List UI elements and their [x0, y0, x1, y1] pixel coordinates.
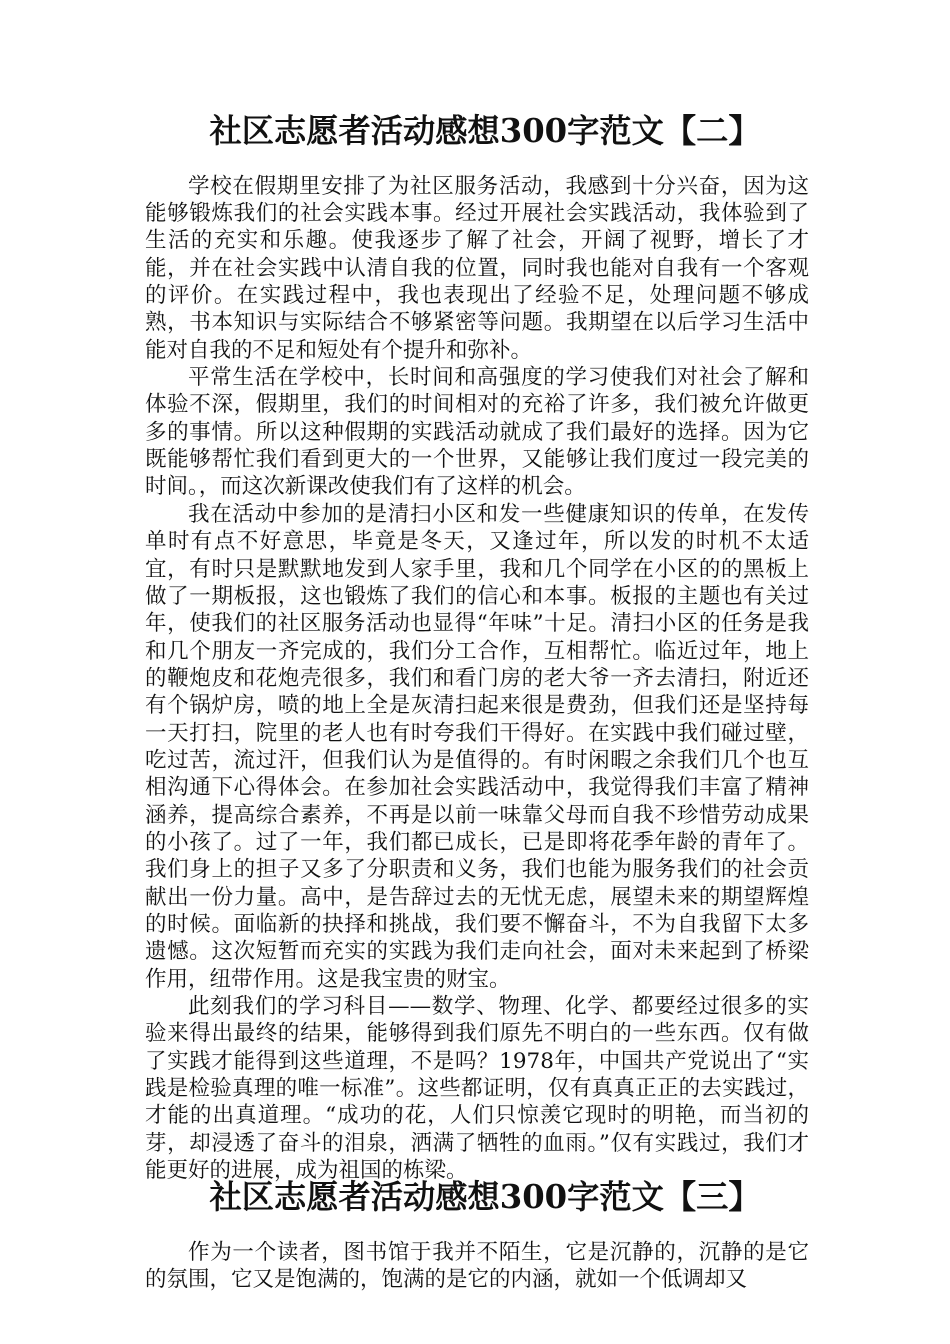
paragraph: 作为一个读者，图书馆于我并不陌生，它是沉静的，沉静的是它的氛围，它又是饱满的，饱满的是它的内涵，就如一个低调却又 [145, 1240, 809, 1293]
paragraph: 平常生活在学校中，长时间和高强度的学习使我们对社会了解和体验不深，假期里，我们的时间相对的充裕了许多，我们被允许做更多的事情。所以这种假期的实践活动就成了我们最好的选择。因为它既能够帮忙我们看到更大的一个世界，又能够让我们度过一段完美的时间。，而这次新课改使我们有了这样的机会。 [145, 365, 809, 500]
paragraph: 此刻我们的学习科目——数学、物理、化学、都要经过很多的实验来得出最终的结果，能够得到我们原先不明白的一些东西。仅有做了实践才能得到这些道理，不是吗？1978年，中国共产党说出了“实践是检验真理的唯一标准”。这些都证明，仅有真真正正的去实践过，才能的出真道理。“成功的花，人们只惊羡它现时的明艳，而当初的芽，却浸透了奋斗的泪泉，洒满了牺牲的血雨。”仅有实践过，我们才能更好的进展，成为祖国的栋梁。 [145, 994, 809, 1184]
document-page [145, 112, 809, 1294]
paragraph: 我在活动中参加的是清扫小区和发一些健康知识的传单，在发传单时有点不好意思，毕竟是冬天，又逢过年，所以发的时机不太适宜，有时只是默默地发到人家手里，我和几个同学在小区的的黑板上做了一期板报，这也锻炼了我们的信心和本事。板报的主题也有关过年，使我们的社区服务活动也显得“年味”十足。清扫小区的任务是我和几个朋友一齐完成的，我们分工合作，互相帮忙。临近过年，地上的鞭炮皮和花炮壳很多，我们和看门房的老大爷一齐去清扫，附近还有个锅炉房，喷的地上全是灰清扫起来很是费劲，但我们还是坚持每一天打扫，院里的老人也有时夸我们干得好。在实践中我们碰过壁，吃过苦，流过汗，但我们认为是值得的。有时闲暇之余我们几个也互相沟通下心得体会。在参加社会实践活动中，我觉得我们丰富了精神涵养，提高综合素养，不再是以前一味靠父母而自我不珍惜劳动成果的小孩了。过了一年，我们都已成长，已是即将花季年龄的青年了。我们身上的担子又多了分职责和义务，我们也能为服务我们的社会贡献出一份力量。高中，是告辞过去的无忧无虑，展望未来的期望辉煌的时候。面临新的抉择和挑战，我们要不懈奋斗，不为自我留下太多遗憾。这次短暂而充实的实践为我们走向社会，面对未来起到了桥梁作用，纽带作用。这是我宝贵的财宝。 [145, 501, 809, 992]
section-heading: 社区志愿者活动感想300字范文【三】 [209, 1178, 761, 1217]
paragraph: 学校在假期里安排了为社区服务活动，我感到十分兴奋，因为这能够锻炼我们的社会实践本事。经过开展社会实践活动，我体验到了生活的充实和乐趣。使我逐步了解了社会，开阔了视野，增长了才能，并在社会实践中认清自我的位置，同时我也能对自我有一个客观的评价。在实践过程中，我也表现出了经验不足，处理问题不够成熟，书本知识与实际结合不够紧密等问题。我期望在以后学习生活中能对自我的不足和短处有个提升和弥补。 [145, 173, 809, 363]
section-heading: 社区志愿者活动感想300字范文【二】 [209, 112, 761, 150]
